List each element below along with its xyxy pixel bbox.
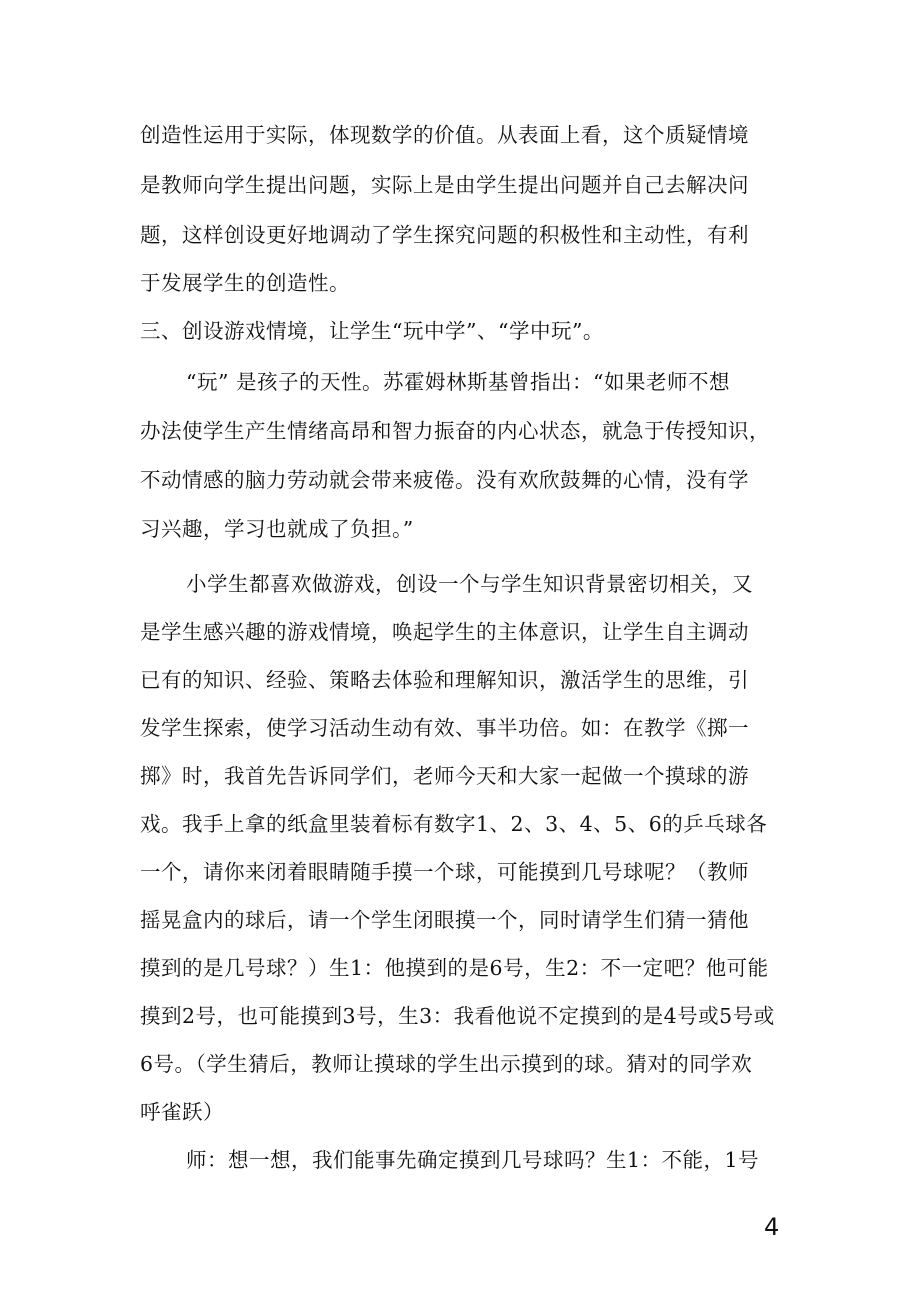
paragraph2-line-3: 不动情感的脑力劳动就会带来疲倦。没有欢欣鼓舞的心情，没有学: [140, 468, 749, 492]
paragraph1-line-1: 创造性运用于实际，体现数学的价值。从表面上看，这个质疑情境: [140, 123, 749, 147]
paragraph4-line-1: 师：想一想，我们能事先确定摸到几号球吗？生1：不能，1号: [186, 1148, 760, 1172]
paragraph2-line-4: 习兴趣，学习也就成了负担。”: [140, 517, 414, 541]
paragraph3-line-4: 发学生探索，使学习活动生动有效、事半功倍。如：在教学《掷一: [140, 716, 749, 740]
paragraph1-line-3: 题，这样创设更好地调动了学生探究问题的积极性和主动性，有利: [140, 223, 749, 247]
paragraph3-line-3: 已有的知识、经验、策略去体验和理解知识，激活学生的思维，引: [140, 668, 749, 692]
paragraph3-line-11: 6号。（学生猜后，教师让摸球的学生出示摸到的球。猜对的同学欢: [140, 1052, 753, 1076]
paragraph1-line-4: 于发展学生的创造性。: [140, 271, 350, 295]
paragraph2-line-2: 办法使学生产生情绪高昂和智力振奋的内心状态，就急于传授知识，: [140, 419, 770, 443]
paragraph3-line-12: 呼雀跃）: [140, 1100, 224, 1124]
page-number: 4: [764, 1213, 780, 1241]
section-heading-3: 三、创设游戏情境，让学生“玩中学”、“学中玩”。: [140, 319, 604, 343]
paragraph3-line-2: 是学生感兴趣的游戏情境，唤起学生的主体意识，让学生自主调动: [140, 620, 749, 644]
paragraph3-line-7: 一个，请你来闭着眼睛随手摸一个球，可能摸到几号球呢？（教师: [140, 860, 749, 884]
paragraph2-line-1: “玩” 是孩子的天性。苏霍姆林斯基曾指出：“如果老师不想: [186, 370, 730, 394]
paragraph3-line-5: 掷》时，我首先告诉同学们，老师今天和大家一起做一个摸球的游: [140, 764, 749, 788]
paragraph3-line-6: 戏。我手上拿的纸盒里装着标有数字1、2、3、4、5、6的乒乓球各: [140, 812, 768, 836]
paragraph3-line-8: 摇晃盒内的球后，请一个学生闭眼摸一个，同时请学生们猜一猜他: [140, 908, 749, 932]
paragraph3-line-10: 摸到2号，也可能摸到3号，生3：我看他说不定摸到的是4号或5号或: [140, 1004, 775, 1028]
paragraph3-line-9: 摸到的是几号球？）生1：他摸到的是6号，生2：不一定吧？他可能: [140, 956, 769, 980]
paragraph3-line-1: 小学生都喜欢做游戏，创设一个与学生知识背景密切相关，又: [186, 572, 753, 596]
paragraph1-line-2: 是教师向学生提出问题，实际上是由学生提出问题并自己去解决问: [140, 173, 749, 197]
